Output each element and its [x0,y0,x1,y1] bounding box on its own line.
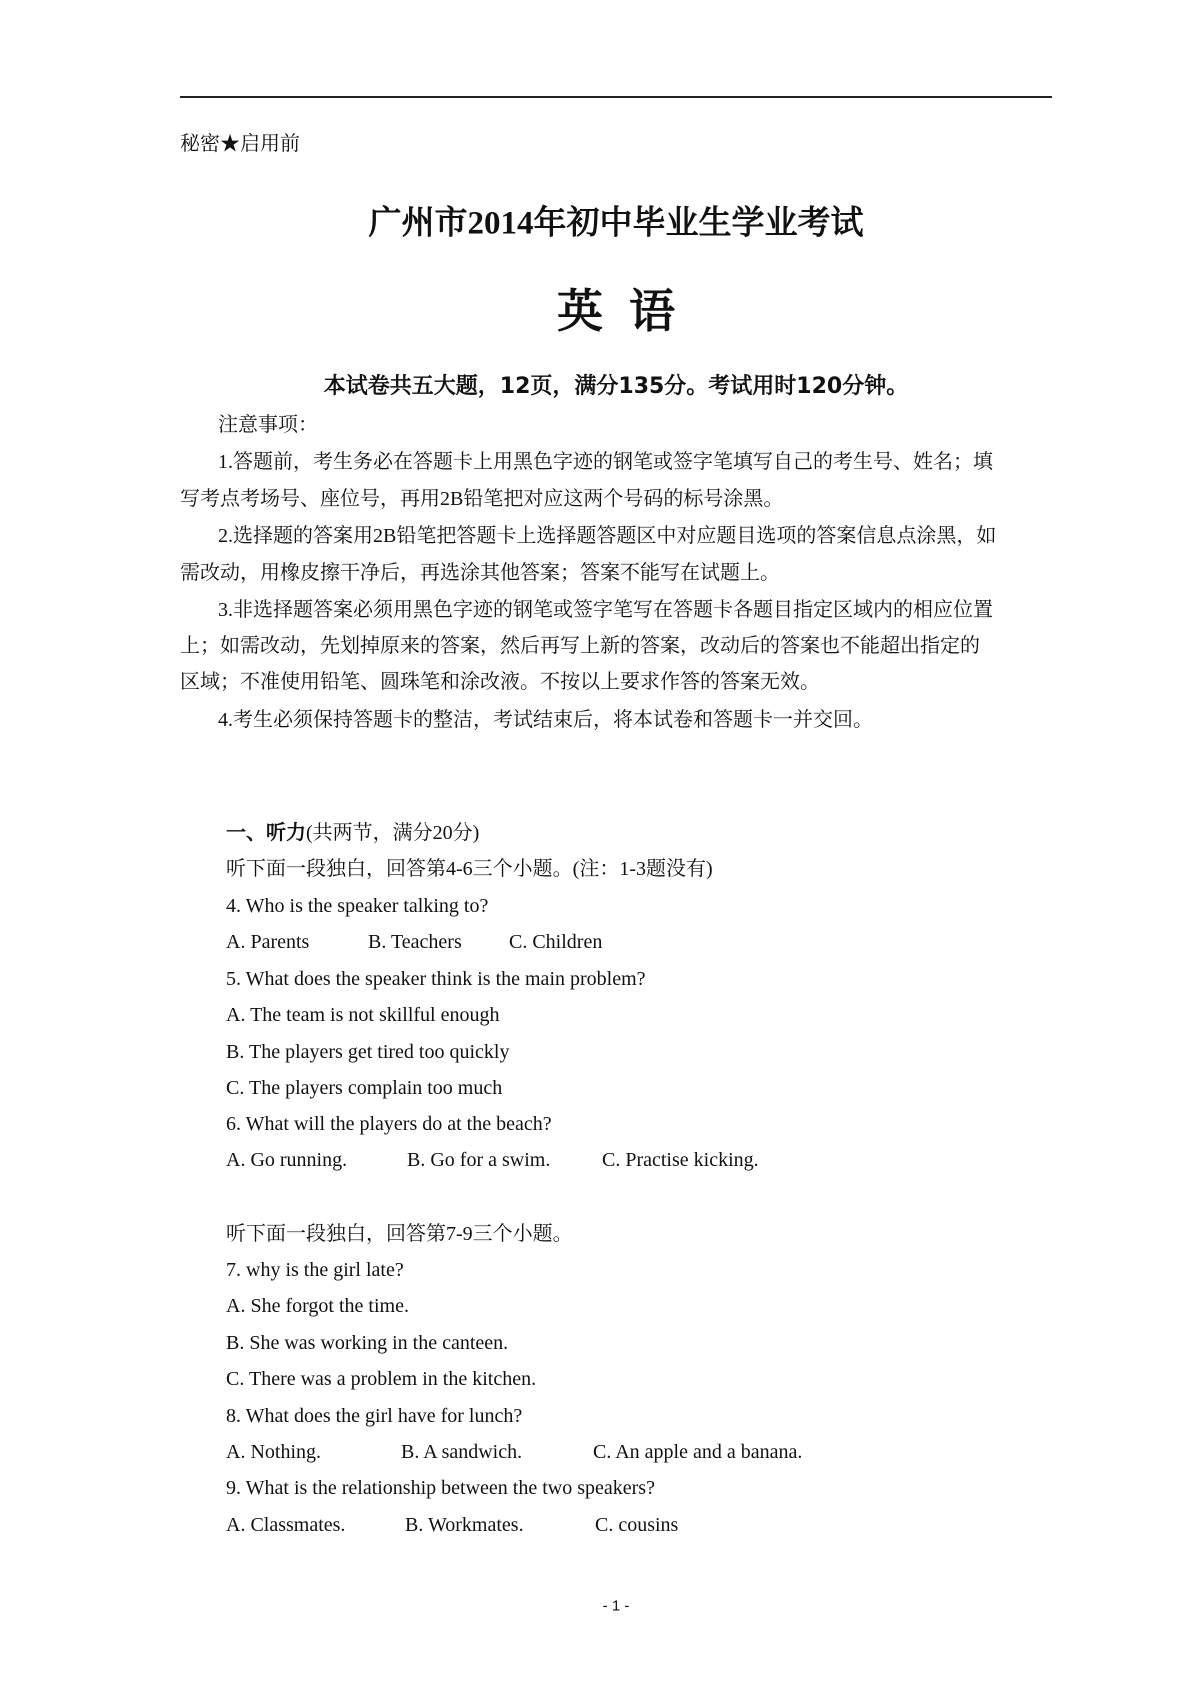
q7-option-b: B. She was working in the canteen. [226,1332,509,1354]
question-8: 8. What does the girl have for lunch? [226,1405,523,1427]
question-7: 7. why is the girl late? [226,1259,404,1281]
q5-option-b: B. The players get tired too quickly [226,1041,510,1063]
q7-option-a: A. She forgot the time. [226,1295,409,1317]
q8-option-c: C. An apple and a banana. [593,1441,803,1463]
section-heading [226,823,479,843]
question-6: 6. What will the players do at the beach? [226,1113,552,1135]
group-instruction: 听下面一段独白，回答第4-6三个小题。(注：1-3题没有) [226,858,713,880]
notice-heading: 注意事项： [218,414,318,436]
subject-title: 英语 [557,286,701,337]
question-4: 4. Who is the speaker talking to? [226,895,489,917]
q4-option-a: A. Parents [226,931,310,953]
q6-option-a: A. Go running. [226,1149,348,1171]
header-rule [180,96,1052,98]
section-note: (共两节，满分20分) [306,822,480,844]
q8-option-a: A. Nothing. [226,1441,321,1463]
question-5: 5. What does the speaker think is the main problem? [226,968,646,990]
q6-option-c: C. Practise kicking. [602,1149,759,1171]
notice-line: 1.答题前，考生务必在答题卡上用黑色字迹的钢笔或签字笔填写自己的考生号、姓名；填 [218,451,993,473]
q9-option-b: B. Workmates. [405,1514,524,1536]
q9-option-a: A. Classmates. [226,1514,346,1536]
question-9: 9. What is the relationship between the two speakers? [226,1477,655,1499]
notice-line: 2.选择题的答案用2B铅笔把答题卡上选择题答题区中对应题目选项的答案信息点涂黑，如 [218,525,997,547]
q6-option-b: B. Go for a swim. [407,1149,551,1171]
q4-option-c: C. Children [509,931,603,953]
notice-line: 区域；不准使用铅笔、圆珠笔和涂改液。不按以上要求作答的答案无效。 [180,671,820,693]
exam-info: 本试卷共五大题，12页，满分135分。考试用时120分钟。 [323,374,909,399]
q9-option-c: C. cousins [595,1514,679,1536]
notice-line: 4.考生必须保持答题卡的整洁，考试结束后，将本试卷和答题卡一并交回。 [218,709,873,731]
group-instruction: 听下面一段独白，回答第7-9三个小题。 [226,1223,573,1245]
q5-option-a: A. The team is not skillful enough [226,1004,500,1026]
q5-option-c: C. The players complain too much [226,1077,503,1099]
exam-title: 广州市2014年初中毕业生学业考试 [368,205,864,242]
q4-option-b: B. Teachers [368,931,462,953]
classification-label: 秘密★启用前 [180,133,300,155]
q7-option-c: C. There was a problem in the kitchen. [226,1368,537,1390]
notice-line: 3.非选择题答案必须用黑色字迹的钢笔或签字笔写在答题卡各题目指定区域内的相应位置 [218,599,993,621]
notice-line: 写考点考场号、座位号，再用2B铅笔把对应这两个号码的标号涂黑。 [180,488,784,510]
notice-line: 需改动，用橡皮擦干净后，再选涂其他答案；答案不能写在试题上。 [180,562,780,584]
notice-line: 上；如需改动，先划掉原来的答案，然后再写上新的答案，改动后的答案也不能超出指定的 [180,635,980,657]
section-title: 一、听力 [226,822,306,844]
q8-option-b: B. A sandwich. [401,1441,523,1463]
page-number: - 1 - [602,1597,630,1615]
